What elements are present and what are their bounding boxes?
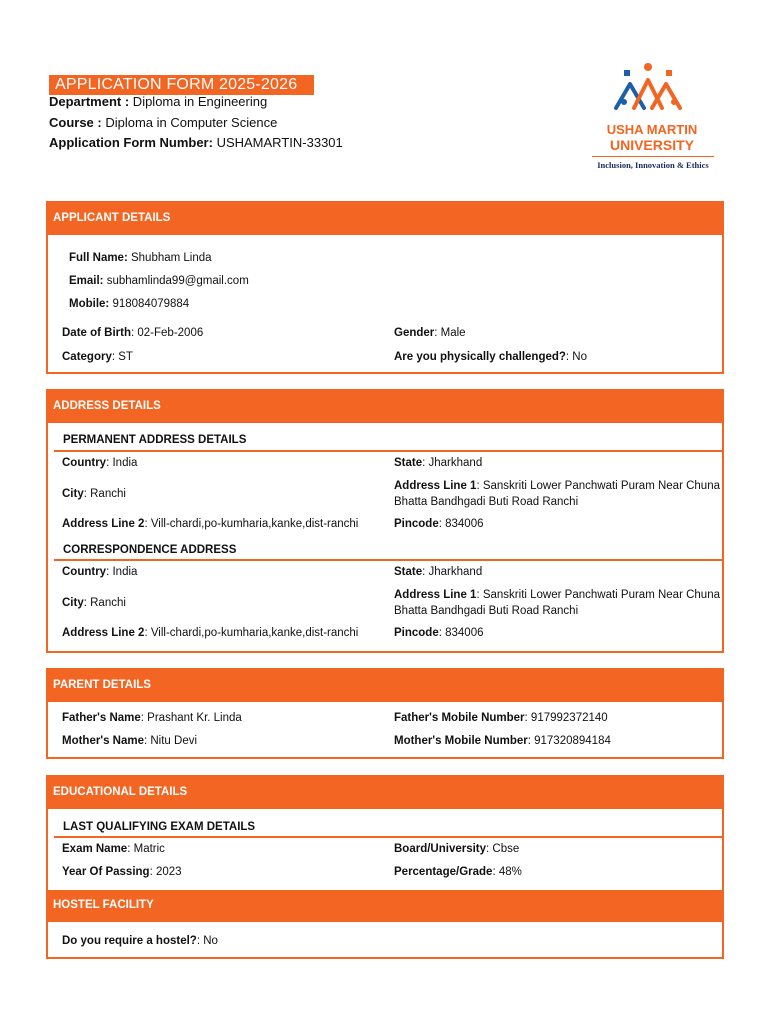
perm-line2-label: Address Line 2 bbox=[62, 518, 145, 530]
corr-city-field bbox=[62, 595, 126, 611]
course-label: Course : bbox=[49, 115, 102, 130]
gender-field bbox=[394, 325, 466, 341]
correspondence-address-divider bbox=[54, 559, 722, 561]
section-header-parent: PARENT DETAILS bbox=[48, 670, 722, 702]
form-number-value: USHAMARTIN-33301 bbox=[212, 135, 343, 150]
permanent-address-title: PERMANENT ADDRESS DETAILS bbox=[63, 434, 247, 446]
department-label: Department : bbox=[49, 94, 130, 109]
perm-line1-value: : Sanskriti Lower Panchwati Puram Near Chuna bbox=[476, 480, 720, 492]
mother-name-label: Mother's Name bbox=[62, 735, 144, 747]
father-mobile-value: : 917992372140 bbox=[524, 712, 608, 724]
university-logo bbox=[588, 60, 718, 172]
last-exam-divider bbox=[54, 836, 722, 838]
physically-challenged-label: Are you physically challenged? bbox=[394, 351, 566, 363]
last-exam-title: LAST QUALIFYING EXAM DETAILS bbox=[63, 821, 256, 833]
corr-line2-label: Address Line 2 bbox=[62, 627, 145, 639]
logo-tagline: Inclusion, Innovation & Ethics bbox=[597, 160, 709, 170]
perm-country-value: : India bbox=[106, 457, 138, 469]
exam-name-field bbox=[62, 841, 165, 857]
mother-name-field bbox=[62, 733, 197, 749]
corr-line1-label: Address Line 1 bbox=[394, 589, 477, 601]
physically-challenged-field bbox=[394, 349, 587, 365]
perm-state-field bbox=[394, 455, 482, 471]
permanent-address-divider bbox=[54, 450, 722, 452]
perm-pincode-label: Pincode bbox=[394, 518, 439, 530]
percentage-field bbox=[394, 864, 522, 880]
passing-year-value: : 2023 bbox=[149, 866, 182, 878]
exam-name-label: Exam Name bbox=[62, 843, 128, 855]
corr-state-label: State bbox=[394, 566, 423, 578]
mother-name-value: : Nitu Devi bbox=[143, 735, 198, 747]
perm-line1-value-cont: Bhatta Bandhgadi Buti Road Ranchi bbox=[394, 496, 579, 508]
logo-name-line2: UNIVERSITY bbox=[609, 137, 694, 153]
mobile-field bbox=[69, 296, 189, 312]
percentage-value: : 48% bbox=[492, 866, 522, 878]
full-name-field bbox=[69, 250, 212, 266]
course-line bbox=[49, 115, 277, 130]
corr-line1-field bbox=[394, 587, 720, 619]
perm-line2-field bbox=[62, 516, 358, 532]
category-field bbox=[62, 349, 133, 365]
mother-mobile-field bbox=[394, 733, 611, 749]
educational-details-section bbox=[46, 775, 724, 959]
perm-state-value: : Jharkhand bbox=[422, 457, 483, 469]
mother-mobile-label: Mother's Mobile Number bbox=[394, 735, 528, 747]
corr-line2-value: : Vill-chardi,po-kumharia,kanke,dist-ranchi bbox=[144, 627, 359, 639]
mobile-value: 918084079884 bbox=[109, 298, 190, 310]
hostel-label: Do you require a hostel? bbox=[62, 935, 197, 947]
corr-city-value: : Ranchi bbox=[83, 597, 126, 609]
course-value: Diploma in Computer Science bbox=[101, 115, 278, 130]
father-name-label: Father's Name bbox=[62, 712, 141, 724]
corr-country-value: : India bbox=[106, 566, 138, 578]
percentage-label: Percentage/Grade bbox=[394, 866, 493, 878]
category-value: : ST bbox=[111, 351, 133, 363]
board-label: Board/University bbox=[394, 843, 487, 855]
department-line bbox=[49, 94, 267, 109]
father-name-value: : Prashant Kr. Linda bbox=[140, 712, 242, 724]
corr-state-value: : Jharkhand bbox=[422, 566, 483, 578]
applicant-details-section bbox=[46, 201, 724, 374]
parent-details-section bbox=[46, 668, 724, 759]
corr-line1-value: : Sanskriti Lower Panchwati Puram Near Chuna bbox=[476, 589, 720, 601]
corr-pincode-value: : 834006 bbox=[438, 627, 484, 639]
corr-pincode-label: Pincode bbox=[394, 627, 439, 639]
section-header-education: EDUCATIONAL DETAILS bbox=[48, 777, 722, 809]
dob-label: Date of Birth bbox=[62, 327, 131, 339]
physically-challenged-value: : No bbox=[565, 351, 588, 363]
perm-city-label: City bbox=[62, 488, 84, 500]
logo-mark-icon bbox=[588, 60, 718, 120]
gender-value: : Male bbox=[434, 327, 466, 339]
corr-pincode-field bbox=[394, 625, 484, 641]
section-header-address: ADDRESS DETAILS bbox=[48, 391, 722, 423]
hostel-value: : No bbox=[196, 935, 218, 947]
full-name-label: Full Name: bbox=[69, 252, 128, 264]
email-label: Email: bbox=[69, 275, 104, 287]
perm-city-field bbox=[62, 486, 126, 502]
mobile-label: Mobile: bbox=[69, 298, 110, 310]
mother-mobile-value: : 917320894184 bbox=[527, 735, 611, 747]
perm-country-field bbox=[62, 455, 137, 471]
logo-name-line1: USHA MARTIN bbox=[606, 122, 698, 137]
board-field bbox=[394, 841, 519, 857]
correspondence-address-title: CORRESPONDENCE ADDRESS bbox=[63, 544, 237, 556]
section-header-hostel: HOSTEL FACILITY bbox=[48, 890, 722, 922]
form-number-line bbox=[49, 135, 343, 150]
corr-country-label: Country bbox=[62, 566, 107, 578]
form-title: APPLICATION FORM 2025-2026 bbox=[49, 75, 314, 95]
email-value: subhamlinda99@gmail.com bbox=[103, 275, 249, 287]
department-value: Diploma in Engineering bbox=[129, 94, 268, 109]
category-label: Category bbox=[62, 351, 112, 363]
corr-line1-value-cont: Bhatta Bandhgadi Buti Road Ranchi bbox=[394, 605, 579, 617]
email-field bbox=[69, 273, 249, 289]
exam-name-value: : Matric bbox=[127, 843, 165, 855]
corr-state-field bbox=[394, 564, 482, 580]
hostel-field bbox=[62, 933, 218, 949]
perm-line2-value: : Vill-chardi,po-kumharia,kanke,dist-ranchi bbox=[144, 518, 359, 530]
gender-label: Gender bbox=[394, 327, 435, 339]
passing-year-label: Year Of Passing bbox=[62, 866, 150, 878]
corr-line2-field bbox=[62, 625, 358, 641]
father-name-field bbox=[62, 710, 242, 726]
corr-country-field bbox=[62, 564, 137, 580]
logo-divider bbox=[592, 156, 714, 157]
perm-pincode-value: : 834006 bbox=[438, 518, 484, 530]
father-mobile-label: Father's Mobile Number bbox=[394, 712, 525, 724]
board-value: : Cbse bbox=[486, 843, 520, 855]
full-name-value: Shubham Linda bbox=[127, 252, 212, 264]
passing-year-field bbox=[62, 864, 182, 880]
dob-value: : 02-Feb-2006 bbox=[131, 327, 204, 339]
section-header-applicant: APPLICANT DETAILS bbox=[48, 203, 722, 235]
corr-city-label: City bbox=[62, 597, 84, 609]
perm-country-label: Country bbox=[62, 457, 107, 469]
address-details-section bbox=[46, 389, 724, 653]
father-mobile-field bbox=[394, 710, 608, 726]
perm-state-label: State bbox=[394, 457, 423, 469]
perm-line1-label: Address Line 1 bbox=[394, 480, 477, 492]
form-number-label: Application Form Number: bbox=[49, 135, 213, 150]
dob-field bbox=[62, 325, 203, 341]
perm-pincode-field bbox=[394, 516, 484, 532]
perm-city-value: : Ranchi bbox=[83, 488, 126, 500]
perm-line1-field bbox=[394, 478, 720, 510]
